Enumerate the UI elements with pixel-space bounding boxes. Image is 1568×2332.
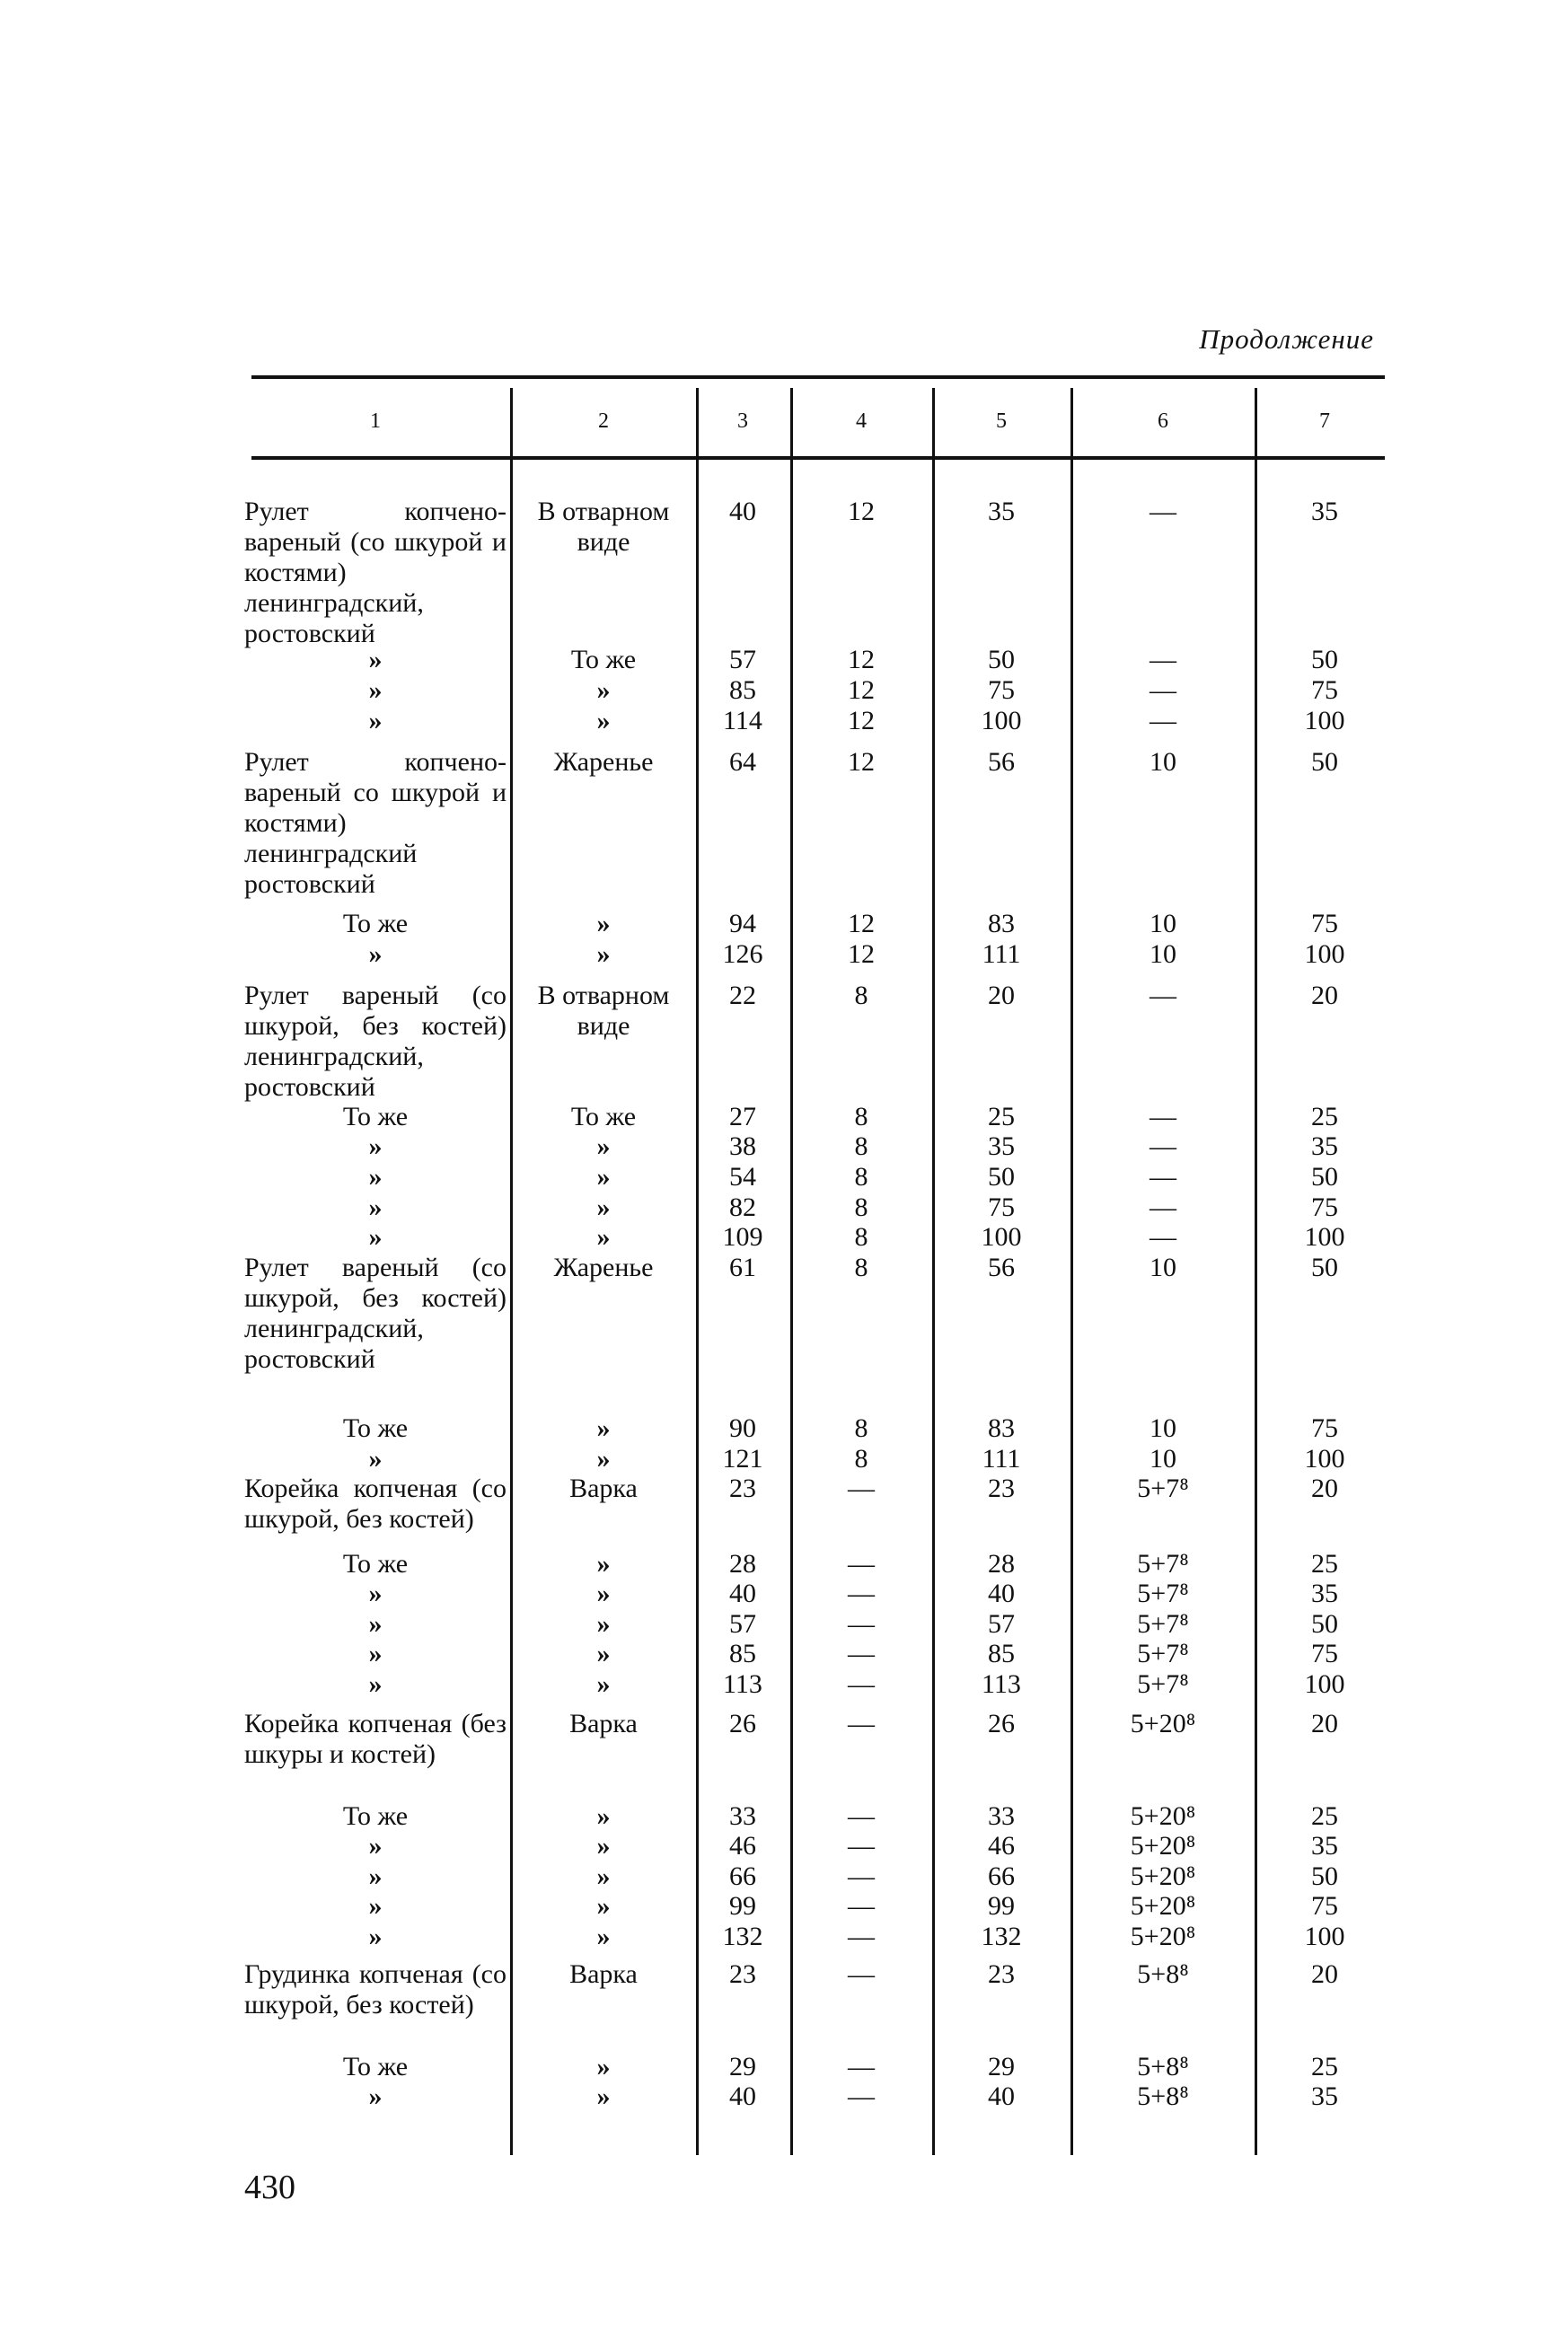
- value-cell-col7: 50: [1311, 1253, 1338, 1282]
- value-cell-col4: 8: [854, 1192, 868, 1222]
- value-cell-col6: —: [1150, 1131, 1176, 1161]
- value-cell-col4: —: [848, 1831, 875, 1861]
- processing-method-cell: »: [596, 1549, 611, 1579]
- processing-method-cell: »: [596, 1922, 611, 1951]
- processing-method-cell: Варка: [569, 1474, 638, 1503]
- product-name-cell: »: [368, 1444, 383, 1474]
- value-cell-col4: 12: [848, 497, 875, 526]
- value-cell-col4: —: [848, 1959, 875, 1989]
- value-cell-col7: 100: [1304, 1669, 1345, 1699]
- column-divider: [790, 388, 793, 2155]
- product-name-cell: »: [368, 1162, 383, 1192]
- processing-method-cell: То же: [570, 645, 637, 674]
- value-cell-col5: 100: [981, 1222, 1022, 1252]
- product-name-cell: »: [368, 1192, 383, 1222]
- value-cell-col3: 109: [722, 1222, 763, 1252]
- value-cell-col5: 46: [988, 1831, 1015, 1861]
- processing-method-cell: »: [596, 1444, 611, 1474]
- value-cell-col4: —: [848, 1669, 875, 1699]
- value-cell-col6: 5+7⁸: [1137, 1579, 1189, 1608]
- product-name-cell: »: [368, 1831, 383, 1861]
- product-name-cell: »: [368, 1922, 383, 1951]
- table-header-rule: [251, 456, 1385, 460]
- product-name-cell: Рулет копчено-вареный (со шкурой и костями) ленинградский, ростовский: [244, 497, 507, 648]
- value-cell-col4: —: [848, 1801, 875, 1831]
- value-cell-col4: 8: [854, 1102, 868, 1131]
- processing-method-cell: »: [596, 1579, 611, 1608]
- value-cell-col5: 56: [988, 1253, 1015, 1282]
- value-cell-col6: 5+7⁸: [1137, 1669, 1189, 1699]
- product-name-cell: »: [368, 1639, 383, 1668]
- table-top-rule: [251, 375, 1385, 379]
- value-cell-col3: 114: [723, 706, 762, 735]
- value-cell-col4: —: [848, 1609, 875, 1639]
- value-cell-col6: 5+7⁸: [1137, 1639, 1189, 1668]
- value-cell-col3: 85: [729, 1639, 756, 1668]
- value-cell-col5: 99: [988, 1891, 1015, 1921]
- value-cell-col4: —: [848, 2081, 875, 2111]
- processing-method-cell: »: [596, 1609, 611, 1639]
- processing-method-cell: »: [596, 1861, 611, 1891]
- value-cell-col3: 22: [729, 981, 756, 1010]
- value-cell-col3: 64: [729, 747, 756, 777]
- processing-method-cell: »: [596, 939, 611, 969]
- value-cell-col6: —: [1150, 1102, 1176, 1131]
- product-name-cell: »: [368, 1609, 383, 1639]
- value-cell-col7: 75: [1311, 909, 1338, 938]
- product-name-cell: »: [368, 2081, 383, 2111]
- value-cell-col7: 50: [1311, 1609, 1338, 1639]
- value-cell-col3: 61: [729, 1253, 756, 1282]
- product-name-cell: Корейка копченая (со шкурой, без костей): [244, 1474, 507, 1534]
- value-cell-col5: 35: [988, 497, 1015, 526]
- processing-method-cell: »: [596, 1801, 611, 1831]
- value-cell-col5: 26: [988, 1709, 1015, 1738]
- column-divider: [1255, 388, 1257, 2155]
- value-cell-col6: 5+8⁸: [1137, 1959, 1189, 1989]
- value-cell-col3: 85: [729, 675, 756, 705]
- value-cell-col6: —: [1150, 675, 1176, 705]
- product-name-cell: »: [368, 1669, 383, 1699]
- value-cell-col6: 5+20⁸: [1130, 1891, 1196, 1921]
- product-name-cell: »: [368, 645, 383, 674]
- value-cell-col3: 94: [729, 909, 756, 938]
- value-cell-col7: 20: [1311, 981, 1338, 1010]
- value-cell-col6: 5+20⁸: [1130, 1922, 1196, 1951]
- value-cell-col6: —: [1150, 645, 1176, 674]
- value-cell-col3: 40: [729, 2081, 756, 2111]
- value-cell-col5: 100: [981, 706, 1022, 735]
- value-cell-col7: 20: [1311, 1959, 1338, 1989]
- value-cell-col5: 29: [988, 2052, 1015, 2081]
- value-cell-col4: 8: [854, 1131, 868, 1161]
- value-cell-col5: 75: [988, 1192, 1015, 1222]
- value-cell-col7: 25: [1311, 1801, 1338, 1831]
- value-cell-col3: 66: [729, 1861, 756, 1891]
- value-cell-col4: —: [848, 1639, 875, 1668]
- value-cell-col3: 126: [722, 939, 763, 969]
- value-cell-col7: 35: [1311, 1579, 1338, 1608]
- column-header: 7: [1319, 409, 1330, 433]
- processing-method-cell: »: [596, 1162, 611, 1192]
- column-header: 3: [737, 409, 748, 433]
- value-cell-col5: 75: [988, 675, 1015, 705]
- value-cell-col5: 111: [982, 1444, 1021, 1474]
- value-cell-col6: —: [1150, 1192, 1176, 1222]
- column-header: 1: [370, 409, 381, 433]
- value-cell-col6: —: [1150, 706, 1176, 735]
- value-cell-col7: 25: [1311, 1549, 1338, 1579]
- value-cell-col3: 40: [729, 1579, 756, 1608]
- value-cell-col3: 33: [729, 1801, 756, 1831]
- value-cell-col5: 85: [988, 1639, 1015, 1668]
- value-cell-col3: 38: [729, 1131, 756, 1161]
- product-name-cell: »: [368, 675, 383, 705]
- value-cell-col3: 82: [729, 1192, 756, 1222]
- value-cell-col6: 5+20⁸: [1130, 1831, 1196, 1861]
- product-name-cell: Корейка копченая (без шкуры и костей): [244, 1709, 507, 1769]
- processing-method-cell: Жаренье: [553, 747, 654, 777]
- value-cell-col5: 35: [988, 1131, 1015, 1161]
- column-header: 6: [1158, 409, 1168, 433]
- value-cell-col7: 35: [1311, 1831, 1338, 1861]
- value-cell-col4: —: [848, 1891, 875, 1921]
- processing-method-cell: »: [596, 1669, 611, 1699]
- product-name-cell: »: [368, 1891, 383, 1921]
- value-cell-col6: 5+20⁸: [1130, 1709, 1196, 1738]
- value-cell-col4: —: [848, 1549, 875, 1579]
- value-cell-col5: 33: [988, 1801, 1015, 1831]
- value-cell-col6: 5+7⁸: [1137, 1609, 1189, 1639]
- value-cell-col4: 8: [854, 1413, 868, 1443]
- value-cell-col3: 132: [722, 1922, 763, 1951]
- value-cell-col7: 100: [1304, 1922, 1345, 1951]
- value-cell-col7: 50: [1311, 747, 1338, 777]
- page-number: 430: [244, 2169, 295, 2206]
- value-cell-col6: 5+8⁸: [1137, 2081, 1189, 2111]
- value-cell-col3: 90: [729, 1413, 756, 1443]
- value-cell-col3: 113: [723, 1669, 762, 1699]
- product-name-cell: Грудинка копченая (со шкурой, без костей): [244, 1959, 507, 2020]
- value-cell-col6: 5+7⁸: [1137, 1549, 1189, 1579]
- product-name-cell: То же: [342, 909, 409, 938]
- value-cell-col4: 8: [854, 1444, 868, 1474]
- value-cell-col5: 66: [988, 1861, 1015, 1891]
- value-cell-col4: 8: [854, 1162, 868, 1192]
- column-divider: [510, 388, 513, 2155]
- value-cell-col7: 50: [1311, 1162, 1338, 1192]
- value-cell-col4: 12: [848, 645, 875, 674]
- product-name-cell: »: [368, 1861, 383, 1891]
- value-cell-col6: 5+20⁸: [1130, 1801, 1196, 1831]
- value-cell-col5: 40: [988, 2081, 1015, 2111]
- product-name-cell: »: [368, 1222, 383, 1252]
- value-cell-col5: 56: [988, 747, 1015, 777]
- value-cell-col3: 26: [729, 1709, 756, 1738]
- value-cell-col4: 12: [848, 939, 875, 969]
- value-cell-col3: 29: [729, 2052, 756, 2081]
- value-cell-col7: 20: [1311, 1709, 1338, 1738]
- value-cell-col3: 46: [729, 1831, 756, 1861]
- value-cell-col6: 5+7⁸: [1137, 1474, 1189, 1503]
- value-cell-col5: 28: [988, 1549, 1015, 1579]
- value-cell-col5: 50: [988, 1162, 1015, 1192]
- product-name-cell: То же: [342, 1549, 409, 1579]
- value-cell-col6: —: [1150, 497, 1176, 526]
- product-name-cell: То же: [342, 2052, 409, 2081]
- value-cell-col4: —: [848, 1709, 875, 1738]
- product-name-cell: Рулет копчено-вареный со шкурой и костями) ленинградский ростовский: [244, 747, 507, 899]
- product-name-cell: »: [368, 1579, 383, 1608]
- processing-method-cell: »: [596, 909, 611, 938]
- value-cell-col3: 23: [729, 1474, 756, 1503]
- value-cell-col6: 10: [1150, 747, 1176, 777]
- value-cell-col4: —: [848, 1861, 875, 1891]
- value-cell-col4: 12: [848, 747, 875, 777]
- value-cell-col4: —: [848, 1922, 875, 1951]
- processing-method-cell: »: [596, 1131, 611, 1161]
- processing-method-cell: »: [596, 1831, 611, 1861]
- value-cell-col4: 12: [848, 706, 875, 735]
- product-name-cell: »: [368, 706, 383, 735]
- processing-method-cell: »: [596, 1639, 611, 1668]
- processing-method-cell: »: [596, 2052, 611, 2081]
- value-cell-col3: 121: [722, 1444, 763, 1474]
- value-cell-col4: 8: [854, 1222, 868, 1252]
- value-cell-col7: 75: [1311, 1639, 1338, 1668]
- value-cell-col5: 25: [988, 1102, 1015, 1131]
- product-name-cell: То же: [342, 1413, 409, 1443]
- processing-method-cell: Варка: [569, 1959, 638, 1989]
- value-cell-col7: 100: [1304, 939, 1345, 969]
- product-name-cell: Рулет вареный (со шкурой, без костей) ленинградский, ростовский: [244, 1253, 507, 1374]
- value-cell-col3: 23: [729, 1959, 756, 1989]
- value-cell-col5: 23: [988, 1959, 1015, 1989]
- column-header: 4: [856, 409, 867, 433]
- value-cell-col5: 83: [988, 909, 1015, 938]
- value-cell-col5: 83: [988, 1413, 1015, 1443]
- processing-method-cell: Жаренье: [553, 1253, 654, 1282]
- value-cell-col7: 75: [1311, 1192, 1338, 1222]
- product-name-cell: Рулет вареный (со шкурой, без костей) ленинградский, ростовский: [244, 981, 507, 1102]
- product-name-cell: »: [368, 939, 383, 969]
- processing-method-cell: То же: [570, 1102, 637, 1131]
- value-cell-col7: 75: [1311, 675, 1338, 705]
- processing-method-cell: »: [596, 1222, 611, 1252]
- value-cell-col3: 99: [729, 1891, 756, 1921]
- value-cell-col3: 28: [729, 1549, 756, 1579]
- value-cell-col4: —: [848, 1579, 875, 1608]
- value-cell-col4: 12: [848, 675, 875, 705]
- value-cell-col5: 113: [982, 1669, 1021, 1699]
- value-cell-col4: 12: [848, 909, 875, 938]
- value-cell-col7: 35: [1311, 2081, 1338, 2111]
- value-cell-col6: 5+20⁸: [1130, 1861, 1196, 1891]
- value-cell-col7: 20: [1311, 1474, 1338, 1503]
- value-cell-col3: 54: [729, 1162, 756, 1192]
- value-cell-col3: 40: [729, 497, 756, 526]
- processing-method-cell: »: [596, 1192, 611, 1222]
- processing-method-cell: В отварном виде: [537, 981, 670, 1041]
- value-cell-col4: —: [848, 1474, 875, 1503]
- value-cell-col5: 20: [988, 981, 1015, 1010]
- value-cell-col6: 5+8⁸: [1137, 2052, 1189, 2081]
- value-cell-col6: 10: [1150, 939, 1176, 969]
- processing-method-cell: В отварном виде: [537, 497, 670, 557]
- value-cell-col5: 57: [988, 1609, 1015, 1639]
- value-cell-col6: 10: [1150, 1253, 1176, 1282]
- value-cell-col7: 50: [1311, 645, 1338, 674]
- value-cell-col3: 57: [729, 1609, 756, 1639]
- value-cell-col7: 35: [1311, 497, 1338, 526]
- value-cell-col4: 8: [854, 981, 868, 1010]
- column-header: 2: [598, 409, 609, 433]
- value-cell-col7: 75: [1311, 1413, 1338, 1443]
- product-name-cell: То же: [342, 1801, 409, 1831]
- value-cell-col7: 100: [1304, 706, 1345, 735]
- value-cell-col6: —: [1150, 1162, 1176, 1192]
- processing-method-cell: »: [596, 675, 611, 705]
- value-cell-col6: —: [1150, 981, 1176, 1010]
- value-cell-col7: 50: [1311, 1861, 1338, 1891]
- column-header: 5: [996, 409, 1007, 433]
- value-cell-col5: 40: [988, 1579, 1015, 1608]
- processing-method-cell: »: [596, 1413, 611, 1443]
- value-cell-col4: 8: [854, 1253, 868, 1282]
- value-cell-col5: 50: [988, 645, 1015, 674]
- value-cell-col5: 111: [982, 939, 1021, 969]
- processing-method-cell: »: [596, 2081, 611, 2111]
- processing-method-cell: »: [596, 706, 611, 735]
- value-cell-col3: 27: [729, 1102, 756, 1131]
- processing-method-cell: Варка: [569, 1709, 638, 1738]
- value-cell-col6: —: [1150, 1222, 1176, 1252]
- value-cell-col7: 25: [1311, 2052, 1338, 2081]
- value-cell-col6: 10: [1150, 1413, 1176, 1443]
- value-cell-col7: 75: [1311, 1891, 1338, 1921]
- value-cell-col7: 100: [1304, 1222, 1345, 1252]
- product-name-cell: »: [368, 1131, 383, 1161]
- value-cell-col5: 23: [988, 1474, 1015, 1503]
- product-name-cell: То же: [342, 1102, 409, 1131]
- value-cell-col7: 25: [1311, 1102, 1338, 1131]
- processing-method-cell: »: [596, 1891, 611, 1921]
- value-cell-col7: 35: [1311, 1131, 1338, 1161]
- value-cell-col6: 10: [1150, 1444, 1176, 1474]
- value-cell-col5: 132: [981, 1922, 1022, 1951]
- value-cell-col6: 10: [1150, 909, 1176, 938]
- value-cell-col3: 57: [729, 645, 756, 674]
- value-cell-col4: —: [848, 2052, 875, 2081]
- continuation-label: Продолжение: [1199, 323, 1374, 355]
- value-cell-col7: 100: [1304, 1444, 1345, 1474]
